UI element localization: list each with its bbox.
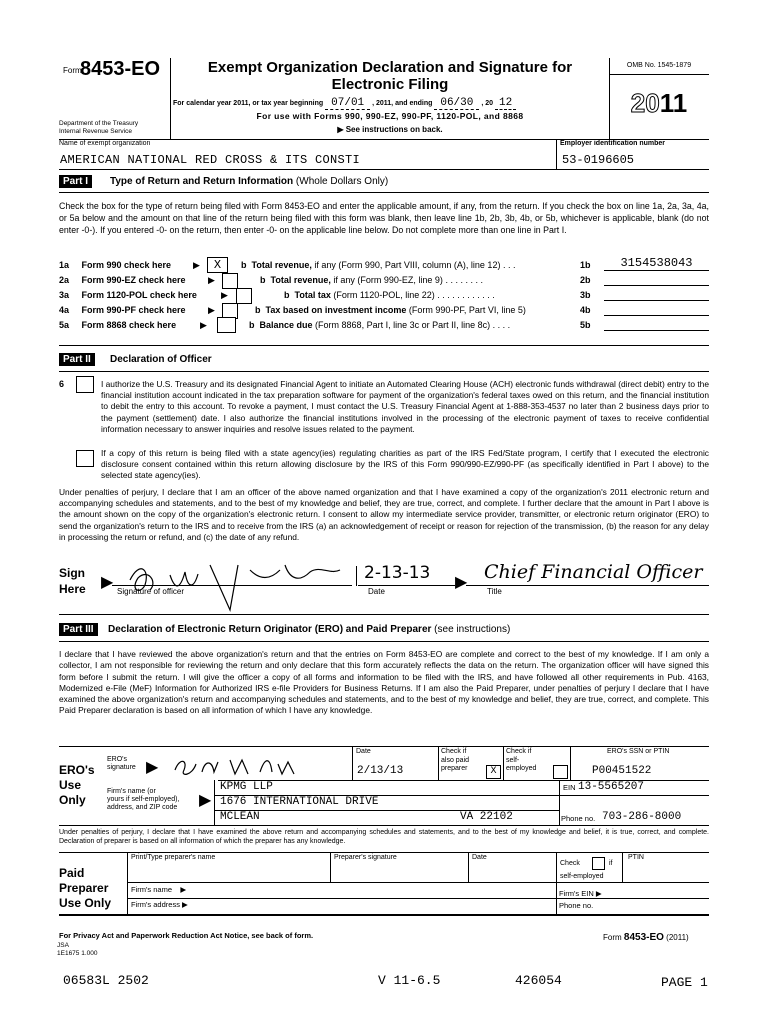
ein-value: 53-0196605: [562, 153, 635, 167]
officer-date-label: Date: [368, 587, 385, 596]
form-footer-reference: Form 8453-EO (2011): [603, 932, 689, 943]
firm-address-value: 1676 INTERNATIONAL DRIVE: [220, 796, 379, 808]
firm-phone-label: Phone no.: [561, 814, 596, 823]
check-self-employed-label: Check if self- employed: [506, 748, 537, 772]
officer-perjury-statement: Under penalties of perjury, I declare that I am an officer of the above named organization and that I have examined a copy of the organization's 2011 electronic return and accompanying schedules and statements, and to the best of my knowledge and belief, they are true, correct, and complete. I further declare that the amount in Part I above is the amount shown on the copy of the organization's electronic return. I consent to allow my intermediate service provider, transmitter, or electronic return originator (ERO) to send the organization's return to the IRS and to receive from the IRS (a) an acknowledgement of receipt or reason for rejection of the transmission, (b) the reason for any delay in processing the return or refund, and (c) the date of any refund.: [59, 487, 709, 542]
officer-date-value: 2-13-13: [364, 563, 431, 583]
preparer-ptin-label: PTIN: [628, 854, 644, 861]
ero-date-label: Date: [356, 748, 371, 755]
preparer-perjury-statement: Under penalties of perjury, I declare that I have examined the above return and accompanying schedules and statements, and to the best of my knowledge and belief, it is true, correct, and complete. Declaration of preparer is based on all information of which the preparer has any knowledge.: [59, 829, 709, 845]
form-prefix: Form: [63, 66, 82, 75]
part-1-instructions: Check the box for the type of return being filed with Form 8453-EO and enter the applicable amount, if any, from the return. If you check the box on line 1a, 2a, 3a, 4a, or 5a below and the amount on that line of the return being filed with this form was blank, then leave line 1b, 2b, 3b, 4b, or 5b, whichever is applicable, blank (do not enter -0-). If you entered -0- on the return, then enter -0- on the applicable line below. Do not complete more than one line in Part I.: [59, 201, 709, 236]
ero-signature-label: ERO's signature: [107, 756, 136, 771]
privacy-notice: For Privacy Act and Paperwork Reduction Act Notice, see back of form.: [59, 931, 314, 940]
line-1b-ref: 1b: [580, 260, 591, 270]
org-name-label: Name of exempt organization: [59, 140, 151, 147]
line-2: 2a Form 990-EZ check here: [59, 275, 186, 285]
line-4b-amount: [604, 303, 709, 316]
line-5b-amount: [604, 318, 709, 331]
line-2b-amount: [604, 273, 709, 286]
total-revenue-value: 3154538043: [604, 256, 709, 271]
ero-ssn-value: P00451522: [592, 765, 652, 777]
preparer-if-label: if: [609, 860, 613, 867]
signature-label: Signature of officer: [117, 587, 185, 596]
arrow-icon: ▶: [200, 320, 207, 330]
firm-name-value: KPMG LLP: [220, 781, 273, 793]
line-3b-text: b Total tax (Form 1120-POL, line 22) . . . . . . . . . . . .: [284, 290, 495, 300]
arrow-icon: ▶: [182, 900, 188, 909]
preparer-firm-name-label: Firm's name ▶: [131, 885, 187, 894]
title-arrow-icon: ▶: [455, 574, 468, 591]
ero-use-only-label: ERO's Use Only: [59, 763, 95, 807]
line-5b-ref: 5b: [580, 320, 591, 330]
arrow-icon: ▶: [180, 885, 187, 894]
form-title: Exempt Organization Declaration and Signature for Electronic Filing: [207, 59, 573, 93]
officer-title-label: Title: [487, 587, 502, 596]
officer-title-value: Chief Financial Officer: [484, 561, 703, 583]
see-instructions: ▶ See instructions on back.: [337, 125, 443, 134]
tax-year: 2011: [630, 88, 688, 118]
line-3b-amount: [604, 288, 709, 301]
preparer-firm-ein-label: Firm's EIN ▶: [559, 889, 602, 898]
arrow-icon: ▶: [208, 305, 215, 315]
part-1-label: Part I: [59, 175, 92, 188]
firm-state-zip-value: VA 22102: [460, 811, 513, 823]
line-5b-text: b Balance due (Form 8868, Part I, line 3c or Part II, line 8c) . . . .: [249, 320, 511, 330]
sign-arrow-icon: ▶: [101, 574, 114, 591]
firm-name-label: Firm's name (or yours if self-employed), address, and ZIP code: [107, 788, 180, 811]
form-990-checkbox[interactable]: X: [207, 257, 228, 273]
arrow-icon: ▶: [193, 260, 200, 270]
line-3: 3a Form 1120-POL check here: [59, 290, 197, 300]
line-4b-text: b Tax based on investment income (Form 990-PF, Part VI, line 5): [255, 305, 526, 315]
check-paid-preparer-label: Check if also paid preparer: [441, 748, 470, 772]
line-4: 4a Form 990-PF check here: [59, 305, 186, 315]
ero-date-value: 2/13/13: [357, 765, 404, 777]
form-1120pol-checkbox[interactable]: [236, 288, 252, 304]
preparer-self-employed-label: self-employed: [560, 873, 604, 880]
line-6-number: 6: [59, 379, 65, 389]
form-990ez-checkbox[interactable]: [222, 273, 238, 289]
ero-signature-image: [170, 752, 300, 780]
paid-preparer-checkbox[interactable]: X: [486, 765, 501, 779]
arrow-icon: ▶: [221, 290, 228, 300]
ero-declaration-text: I declare that I have reviewed the above organization's return and that the entries on Form 8453-EO are complete and correct to the best of my knowledge. If I am only a collector, I am not responsible for reviewing the return and only declare that this form accurately reflects the data on the return. The organization officer will have signed this form before I submit the return. I will give the officer a copy of all forms and information to be filed with the IRS, and have followed all other requirements in Pub. 4163, Modernized e-File (MeF) Information for Authorized IRS e-file Providers for Business Returns. If I am also the Paid Preparer, under penalties of perjury I declare that I have examined the above organization's return and accompanying schedules and statements, and to the best of my knowledge and belief, they are true, correct, and complete. This Paid Preparer declaration is based on all information of which I have any knowledge.: [59, 649, 709, 716]
preparer-check-label: Check: [560, 860, 580, 867]
preparer-date-label: Date: [472, 854, 487, 861]
line-1b-text: b Total revenue, if any (Form 990, Part VIII, column (A), line 12) . . .: [241, 260, 516, 270]
page-number: PAGE 1: [661, 975, 708, 990]
form-8868-checkbox[interactable]: [217, 317, 236, 333]
bottom-number: 426054: [515, 973, 562, 988]
part-2-title: Declaration of Officer: [110, 354, 212, 365]
preparer-phone-label: Phone no.: [559, 901, 594, 910]
state-filing-text: If a copy of this return is being filed with a state agency(ies) regulating charities as part of the IRS Fed/State program, I certify that I executed the electronic disclosure consent contained within this return allowing disclosure by the IRS of this Form 990/990-EZ/990-PF (as specifically identified in Part I above) to the selected state agency(ies).: [101, 448, 709, 481]
firm-arrow-icon: ▶: [199, 792, 212, 809]
part-2-label: Part II: [59, 353, 95, 366]
end-year: 12: [495, 97, 516, 110]
begin-date: 07/01: [325, 97, 370, 110]
firm-ein-value: 13-5565207: [578, 781, 645, 793]
end-date: 06/30: [434, 97, 479, 110]
preparer-name-label: Print/Type preparer's name: [131, 854, 216, 861]
firm-city-value: MCLEAN: [220, 811, 260, 823]
line-5: 5a Form 8868 check here: [59, 320, 177, 330]
sign-here-label: Sign Here: [59, 566, 86, 596]
line-2b-ref: 2b: [580, 275, 591, 285]
omb-number: OMB No. 1545-1879: [626, 62, 692, 69]
line-1: 1a Form 990 check here: [59, 260, 172, 270]
tax-year-line: For calendar year 2011, or tax year beginning 07/01 , 2011, and ending 06/30 , 20 12: [173, 97, 516, 109]
for-use-line: For use with Forms 990, 990-EZ, 990-PF, 1120-POL, and 8868: [256, 111, 524, 121]
bottom-version: V 11-6.5: [378, 973, 441, 988]
part-1-title: Type of Return and Return Information (Whole Dollars Only): [110, 176, 389, 187]
ero-signature-arrow-icon: ▶: [146, 759, 159, 776]
arrow-icon: ▶: [595, 889, 602, 898]
self-employed-checkbox[interactable]: [553, 765, 568, 779]
firm-phone-value: 703-286-8000: [602, 811, 682, 823]
ach-authorization-checkbox[interactable]: [76, 376, 94, 393]
preparer-firm-address-label: Firm's address ▶: [131, 900, 188, 909]
part-3-title: Declaration of Electronic Return Originator (ERO) and Paid Preparer (see instructions): [108, 624, 511, 635]
org-name-value: AMERICAN NATIONAL RED CROSS & ITS CONSTI: [60, 153, 361, 167]
ach-authorization-text: I authorize the U.S. Treasury and its designated Financial Agent to initiate an Automated Clearing House (ACH) electronic funds withdrawal (direct debit) entry to the financial institution account indicated in the tax preparation software for payment of the organization's federal taxes owed on this return, and the financial institution to debit the entry to this account. To revoke a payment, I must contact the U.S. Treasury Financial Agent at 1-888-353-4537 no later than 2 business days prior to the payment (settlement) date. I also authorize the financial institutions involved in the processing of the electronic payment of taxes to receive confidential information necessary to answer inquiries and resolve issues related to the payment.: [101, 379, 709, 434]
line-2b-text: b Total revenue, if any (Form 990-EZ, line 9) . . . . . . . .: [260, 275, 483, 285]
state-filing-checkbox[interactable]: [76, 450, 94, 467]
paid-preparer-label: Paid Preparer Use Only: [59, 866, 112, 910]
ein-label: Employer identification number: [560, 140, 666, 147]
preparer-self-employed-checkbox[interactable]: [592, 857, 605, 870]
form-number: 8453-EO: [80, 58, 161, 80]
department-text: Department of the Treasury Internal Revenue Service: [59, 120, 139, 135]
line-4b-ref: 4b: [580, 305, 591, 315]
part-3-label: Part III: [59, 623, 98, 636]
bottom-left-code: 06583L 2502: [63, 973, 149, 988]
arrow-icon: ▶: [208, 275, 215, 285]
firm-ein-label: EIN: [563, 783, 576, 792]
line-3b-ref: 3b: [580, 290, 591, 300]
preparer-signature-label: Preparer's signature: [334, 854, 397, 861]
jsa-code: JSA 1E1675 1.000: [57, 942, 98, 957]
ero-ssn-label: ERO's SSN or PTIN: [607, 748, 670, 755]
